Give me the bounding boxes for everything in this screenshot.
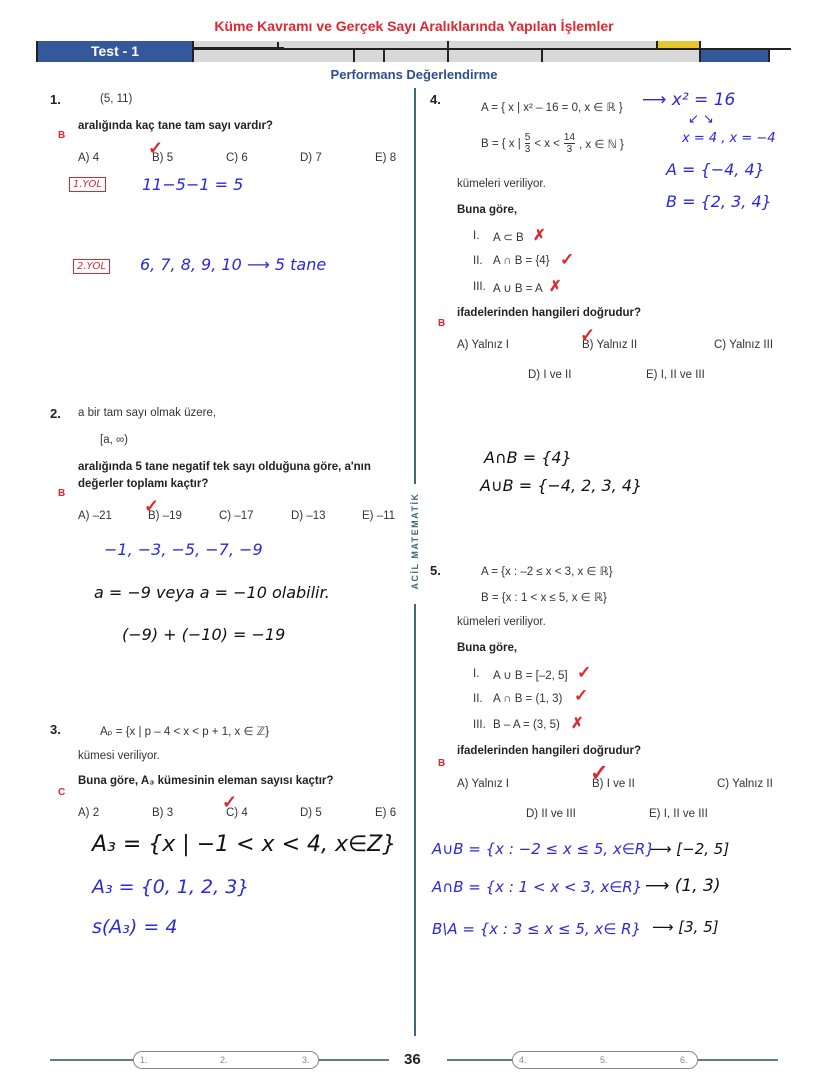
question-text: ifadelerinden hangileri doğrudur? (457, 745, 642, 757)
answer-key: B (58, 488, 66, 499)
set-a-definition: A = {x : –2 ≤ x < 3, x ∈ ℝ} (481, 566, 613, 578)
footer-line (447, 1059, 512, 1061)
set-b-definition (481, 132, 624, 155)
statement-label: II. (473, 255, 483, 267)
option-b[interactable]: B) Yalnız II (582, 339, 638, 351)
question-text: Buna göre, A₃ kümesinin eleman sayısı kaçtır? (78, 775, 334, 787)
handwritten-solution: A = {−4, 4} (666, 160, 765, 179)
check-mark-icon: ✓ (222, 792, 238, 812)
option-c[interactable]: C) 6 (226, 152, 248, 164)
question-text: aralığında kaç tane tam sayı vardır? (78, 120, 273, 132)
option-d[interactable]: D) II ve III (526, 808, 576, 820)
option-d[interactable]: D) I ve II (528, 369, 572, 381)
handwritten-solution: A∩B = {4} (484, 448, 572, 467)
footer-pill-item: 2. (220, 1055, 228, 1065)
check-mark-icon: ✓ (580, 325, 596, 345)
question-stem-after: kümeleri veriliyor. (457, 178, 546, 190)
option-b[interactable]: B) 5 (152, 152, 174, 164)
option-e[interactable]: E) 6 (375, 807, 397, 819)
option-a[interactable]: A) 2 (78, 807, 100, 819)
question-text: ifadelerinden hangileri doğrudur? (457, 307, 642, 319)
handwritten-arrows: ↙ ↘ (688, 112, 714, 127)
handwritten-solution: s(A₃) = 4 (92, 916, 178, 938)
question-intro: Buna göre, (457, 642, 518, 654)
handwritten-solution: B\A = {x : 3 ≤ x ≤ 5, x∈ R} (432, 920, 642, 938)
option-b[interactable]: B) 3 (152, 807, 174, 819)
check-mark-icon: ✓ (574, 686, 589, 705)
footer-pill-item: 4. (519, 1055, 527, 1065)
check-mark-icon: ✓ (144, 496, 160, 516)
option-b[interactable]: B) I ve II (592, 778, 635, 790)
footer-pill-item: 5. (600, 1055, 608, 1065)
handwritten-result: ⟶ [−2, 5] (650, 840, 730, 858)
option-c[interactable]: C) 4 (226, 807, 248, 819)
handwritten-solution: 6, 7, 8, 9, 10 ⟶ 5 tane (140, 255, 327, 274)
option-c[interactable]: C) –17 (219, 510, 254, 522)
statement-text: A ∪ B = A (493, 283, 543, 295)
footer-line (50, 1059, 133, 1061)
statement-label: I. (473, 668, 480, 680)
brand-logo (406, 484, 424, 604)
option-e[interactable]: E) –11 (362, 510, 396, 522)
option-a[interactable]: A) Yalnız I (457, 778, 509, 790)
set-b-mid: < x < (534, 137, 560, 150)
question-intro: a bir tam sayı olmak üzere, (78, 407, 217, 419)
header-tick (768, 49, 770, 62)
set-b-suffix: , x ∈ ℕ } (579, 138, 624, 151)
footer-pill-item: 6. (680, 1055, 688, 1065)
handwritten-solution: (−9) + (−10) = −19 (122, 625, 286, 644)
statement-text: A ∪ B = [–2, 5] (493, 670, 568, 682)
set-a-definition: A = { x | x² – 16 = 0, x ∈ ℝ } (481, 102, 623, 114)
header-tick (277, 42, 279, 48)
check-mark-icon: ✓ (148, 138, 164, 158)
option-c[interactable]: C) Yalnız II (717, 778, 773, 790)
page-title: Küme Kavramı ve Gerçek Sayı Aralıklarında Yapılan İşlemler (214, 18, 614, 34)
option-b[interactable]: B) –19 (148, 510, 182, 522)
question-intro: Buna göre, (457, 204, 518, 216)
question-stem-after: kümeleri veriliyor. (457, 616, 546, 628)
option-a[interactable]: A) –21 (78, 510, 112, 522)
cross-mark-icon: ✗ (571, 715, 584, 732)
handwritten-solution: x = 4 , x = −4 (682, 131, 776, 146)
brand-text: ACİL MATEMATİK (410, 492, 420, 590)
handwritten-solution: A₃ = {0, 1, 2, 3} (92, 876, 250, 898)
question-stem-after: kümesi veriliyor. (78, 750, 160, 762)
header-tick (353, 49, 355, 62)
statement-label: II. (473, 693, 483, 705)
header-tick (699, 41, 701, 62)
handwritten-solution: a = −9 veya a = −10 olabilir. (94, 583, 330, 602)
cross-mark-icon: ✗ (549, 278, 562, 295)
option-c[interactable]: C) Yalnız III (714, 339, 774, 351)
question-number: 3. (50, 722, 61, 737)
footer-pill-item: 3. (302, 1055, 310, 1065)
numerator: 5 (524, 132, 531, 143)
fraction (564, 132, 575, 155)
header-tick (383, 49, 385, 62)
footer-line (319, 1059, 389, 1061)
numerator: 14 (563, 132, 576, 143)
header-tick (656, 41, 658, 49)
denominator: 3 (524, 144, 531, 155)
handwritten-solution: B = {2, 3, 4} (666, 192, 772, 211)
question-stem: [a, ∞) (100, 434, 129, 446)
handwritten-solution: 11−5−1 = 5 (142, 175, 244, 194)
handwritten-solution: A∪B = {−4, 2, 3, 4} (480, 476, 643, 495)
option-e[interactable]: E) 8 (375, 152, 397, 164)
handwritten-result: ⟶ (1, 3) (645, 876, 721, 896)
page-number: 36 (404, 1051, 421, 1068)
option-d[interactable]: D) –13 (291, 510, 326, 522)
option-a[interactable]: A) Yalnız I (457, 339, 509, 351)
fraction (525, 132, 531, 155)
answer-key: B (438, 318, 446, 329)
option-e[interactable]: E) I, II ve III (646, 369, 705, 381)
handwritten-solution: A₃ = {x | −1 < x < 4, x∈Z} (92, 832, 397, 857)
set-b-definition: B = {x : 1 < x ≤ 5, x ∈ ℝ} (481, 592, 607, 604)
footer-line (698, 1059, 778, 1061)
cross-mark-icon: ✗ (533, 227, 546, 244)
statement-text: A ∩ B = {4} (493, 255, 550, 267)
header-bar-end (700, 48, 770, 62)
statement-text: B – A = (3, 5) (493, 719, 560, 731)
statement-label: III. (473, 281, 486, 293)
answer-key: B (438, 758, 446, 769)
handwritten-solution: A∪B = {x : −2 ≤ x ≤ 5, x∈R} (432, 840, 655, 858)
statement-label: III. (473, 719, 486, 731)
question-number: 5. (430, 563, 441, 578)
statement-text: A ∩ B = (1, 3) (493, 693, 563, 705)
check-mark-icon: ✓ (590, 760, 609, 785)
question-number: 1. (50, 92, 61, 107)
handwritten-solution: A∩B = {x : 1 < x < 3, x∈R} (432, 878, 643, 896)
check-mark-icon: ✓ (577, 663, 592, 682)
answer-key: C (58, 787, 66, 798)
answer-key: B (58, 130, 66, 141)
header-bar-line (194, 48, 791, 50)
footer-pill-item: 1. (140, 1055, 148, 1065)
question-stem: Aₚ = {x | p – 4 < x < p + 1, x ∈ ℤ} (100, 726, 270, 738)
statement-label: I. (473, 230, 480, 242)
statement-text: A ⊂ B (493, 232, 524, 244)
denominator: 3 (566, 144, 573, 155)
question-number: 2. (50, 406, 61, 421)
page-subtitle: Performans Değerlendirme (330, 67, 498, 82)
handwritten-result: ⟶ [3, 5] (652, 918, 719, 936)
option-d[interactable]: D) 5 (300, 807, 322, 819)
question-text: aralığında 5 tane negatif tek sayı olduğuna göre, a'nın değerler toplamı kaçtır? (78, 461, 371, 490)
test-label: Test - 1 (36, 41, 194, 62)
question-number: 4. (430, 92, 441, 107)
solution-method-2-label: 2.YOL (73, 259, 110, 274)
header-tick (541, 49, 543, 62)
handwritten-solution: ⟶ x² = 16 (642, 90, 736, 110)
question-stem: (5, 11) (100, 93, 133, 105)
solution-method-1-label: 1.YOL (69, 177, 106, 192)
header-tick (447, 41, 449, 62)
option-e[interactable]: E) I, II ve III (649, 808, 708, 820)
check-mark-icon: ✓ (560, 250, 575, 269)
handwritten-solution: −1, −3, −5, −7, −9 (104, 540, 263, 559)
option-a[interactable]: A) 4 (78, 152, 100, 164)
option-d[interactable]: D) 7 (300, 152, 322, 164)
set-b-prefix: B = { x | (481, 137, 521, 150)
